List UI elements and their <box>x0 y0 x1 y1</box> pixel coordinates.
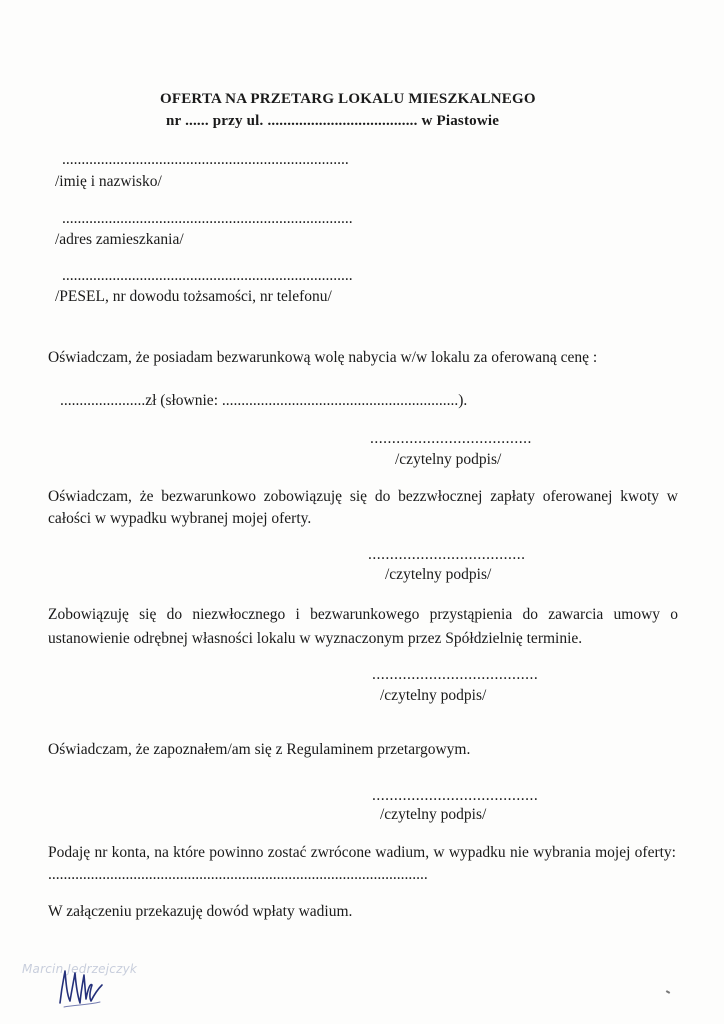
regulations-declaration: Oświadczam, że zapoznałem/am się z Regulaminem przetargowym. <box>48 741 471 758</box>
signature-4-dots: ...................................... <box>372 787 539 804</box>
name-field-dots: .......................................................................... <box>62 151 349 168</box>
address-field-dots: ........................................................................... <box>62 210 353 227</box>
signature-1-label: /czytelny podpis/ <box>395 451 502 468</box>
name-field-label: /imię i nazwisko/ <box>55 173 162 190</box>
payment-declaration: Oświadczam, że bezwarunkowo zobowiązuję się do bezzwłocznej zapłaty oferowanej kwoty w całości w wypadku wybranej mojej oferty. <box>48 488 678 527</box>
price-declaration: Oświadczam, że posiadam bezwarunkową wolę nabycia w/w lokalu za oferowaną cenę : <box>48 349 598 366</box>
id-field-label: /PESEL, nr dowodu tożsamości, nr telefonu/ <box>55 288 332 305</box>
signature-2-label: /czytelny podpis/ <box>385 566 492 583</box>
signature-3-label: /czytelny podpis/ <box>380 687 487 704</box>
page-speck <box>666 990 670 994</box>
handwritten-signature <box>50 955 120 1017</box>
signature-3-dots: ...................................... <box>372 666 539 683</box>
id-field-dots: ........................................................................... <box>62 267 353 284</box>
name-stamp: Marcin Jędrzejczyk <box>22 962 138 976</box>
signature-1-dots: ..................................... <box>370 430 532 447</box>
address-field-label: /adres zamieszkania/ <box>55 231 184 248</box>
account-statement: Podaję nr konta, na które powinno zostać zwrócone wadium, w wypadku nie wybrania mojej oferty: .................................................................................................. <box>48 844 676 883</box>
signature-2-dots: .................................... <box>368 546 526 563</box>
document-subtitle: nr ...... przy ul. ...................................... w Piastowie <box>166 113 500 129</box>
agreement-declaration: Zobowiązuję się do niezwłocznego i bezwarunkowego przystąpienia do zawarcia umowy o ustanowienie odrębnej własności lokalu w wyznaczonym przez Spółdzielnię terminie. <box>48 606 678 647</box>
signature-4-label: /czytelny podpis/ <box>380 806 487 823</box>
document-title: OFERTA NA PRZETARG LOKALU MIESZKALNEGO <box>160 91 536 107</box>
price-line: ......................zł (słownie: .............................................................). <box>60 392 468 409</box>
attachment-note: W załączeniu przekazuję dowód wpłaty wadium. <box>48 903 353 920</box>
